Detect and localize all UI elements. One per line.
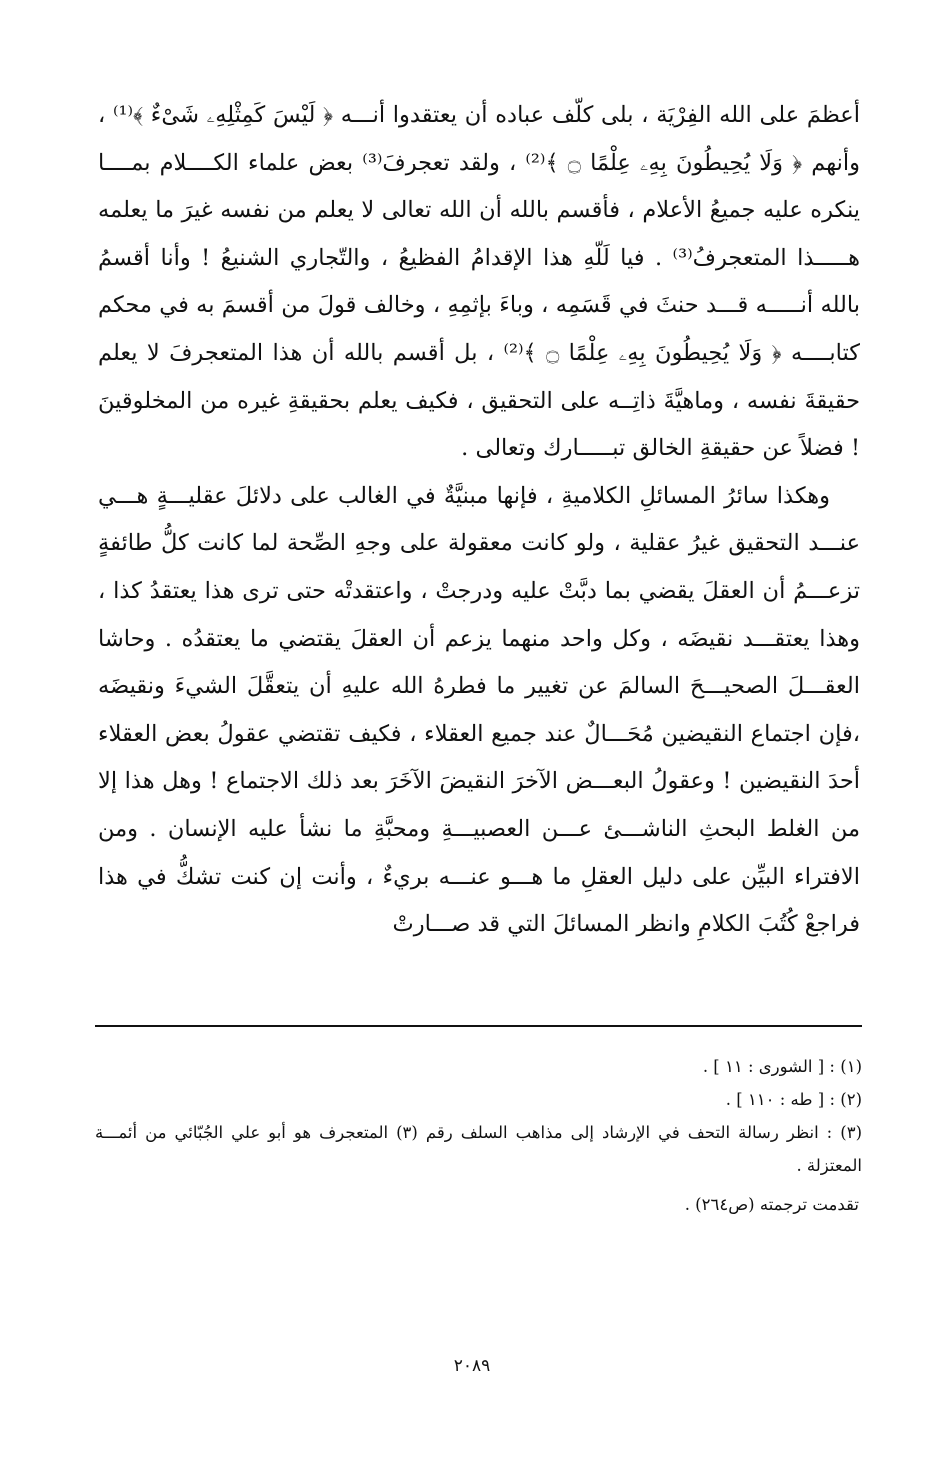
footnotes: [95, 1050, 862, 1221]
footnote-3: (٣) : انظر رسالة التحف في الإرشاد إلى مذاهب السلف رقم (٣) المتعجرف هو أبو علي الجُبّائي من أئمـــة المعتزلة .: [95, 1123, 862, 1175]
paragraph-2: وهكذا سائرُ المسائلِ الكلاميةِ ، فإنها مبنيَّةٌ في الغالب على دلائلَ عقليـــةٍ هـــي عنـــد التحقيق غيرُ عقلية ، ولو كانت معقولة على وجهِ الصِّحة لما كانت كلُّ طائفةٍ تزعـــمُ أن العقلَ يقضي بما دبَّتْ عليه ودرجتْ ، واعتقدتْه حتى ترى هذا يعتقدُ كذا ، وهذا يعتقـــد نقيضَه ، وكل واحد منهما يزعم أن العقلَ يقتضي ما يعتقدُه . وحاشا العقـــلَ الصحيـــحَ السالمَ عن تغيير ما فطرهُ الله عليهِ أن يتعقَّلَ الشيءَ ونقيضَه ،فإن اجتماع النقيضين مُحَـــالٌ عند جميع العقلاء ، فكيف تقتضي عقولُ بعض العقلاء أحدَ النقيضين ! وعقولُ البعـــض الآخرَ النقيضَ الآخَرَ بعد ذلك الاجتماع ! وهل هذا إلا من الغلط البحثِ الناشـــئ عـــن العصبيـــةِ ومحبَّةِ ما نشأ عليه الإنسان . ومن الافتراء البيِّن على دليل العقلِ ما هـــو عنـــه بريءٌ ، وأنت إن كنت تشكُّ في هذا فراجعْ كُتُبَ الكلامِ وانظر المسائلَ التي قد صـــارتْ: [98, 482, 860, 938]
footnote-1: (١) : [ الشورى : ١١ ] .: [702, 1057, 862, 1076]
page-number: ٢٠٨٩: [453, 1356, 491, 1376]
paragraph-1: أعظمَ على الله الفِرْيَة ، بلى كلّف عباده أن يعتقدوا أنـــه ﴿ لَيْسَ كَمِثْلِهِۦ شَىْءٌ ﴾⁽¹⁾ ، وأنهم ﴿ وَلَا يُحِيطُونَ بِهِۦ عِلْمًا ۝ ﴾⁽²⁾ ، ولقد تعجرفَ⁽³⁾ بعض علماء الكــــلام بمــــا ينكره عليه جميعُ الأعلام ، فأقسم بالله أن الله تعالى لا يعلم من نفسه غيرَ ما يعلمه هـــــذا المتعجرفُ⁽³⁾ . فيا لَلّهِ هذا الإقدامُ الفظيعُ ، والتّجاري الشنيعُ ! وأنا أقسمُ بالله أنـــــه قـــد حنثَ في قَسَمِه ، وباءَ بإثمِهِ ، وخالف قولَ من أقسمَ به في محكم كتابــــه ﴿ وَلَا يُحِيطُونَ بِهِۦ عِلْمًا ۝ ﴾⁽²⁾ ، بل أقسم بالله أن هذا المتعجرفَ لا يعلم حقيقةَ نفسه ، وماهيَّةَ ذاتِــه على التحقيق ، فكيف يعلم بحقيقةِ غيره من المخلوقينَ ! فضلاً عن حقيقةِ الخالق تبـــــارك وتعالى .: [98, 102, 860, 462]
main-text: [98, 92, 860, 949]
footnote-2: (٢) : [ طه : ١١٠ ] .: [725, 1090, 862, 1109]
footnote-3-note: تقدمت ترجمته (ص٢٦٤) .: [684, 1195, 859, 1214]
footnote-separator: [95, 1025, 862, 1027]
